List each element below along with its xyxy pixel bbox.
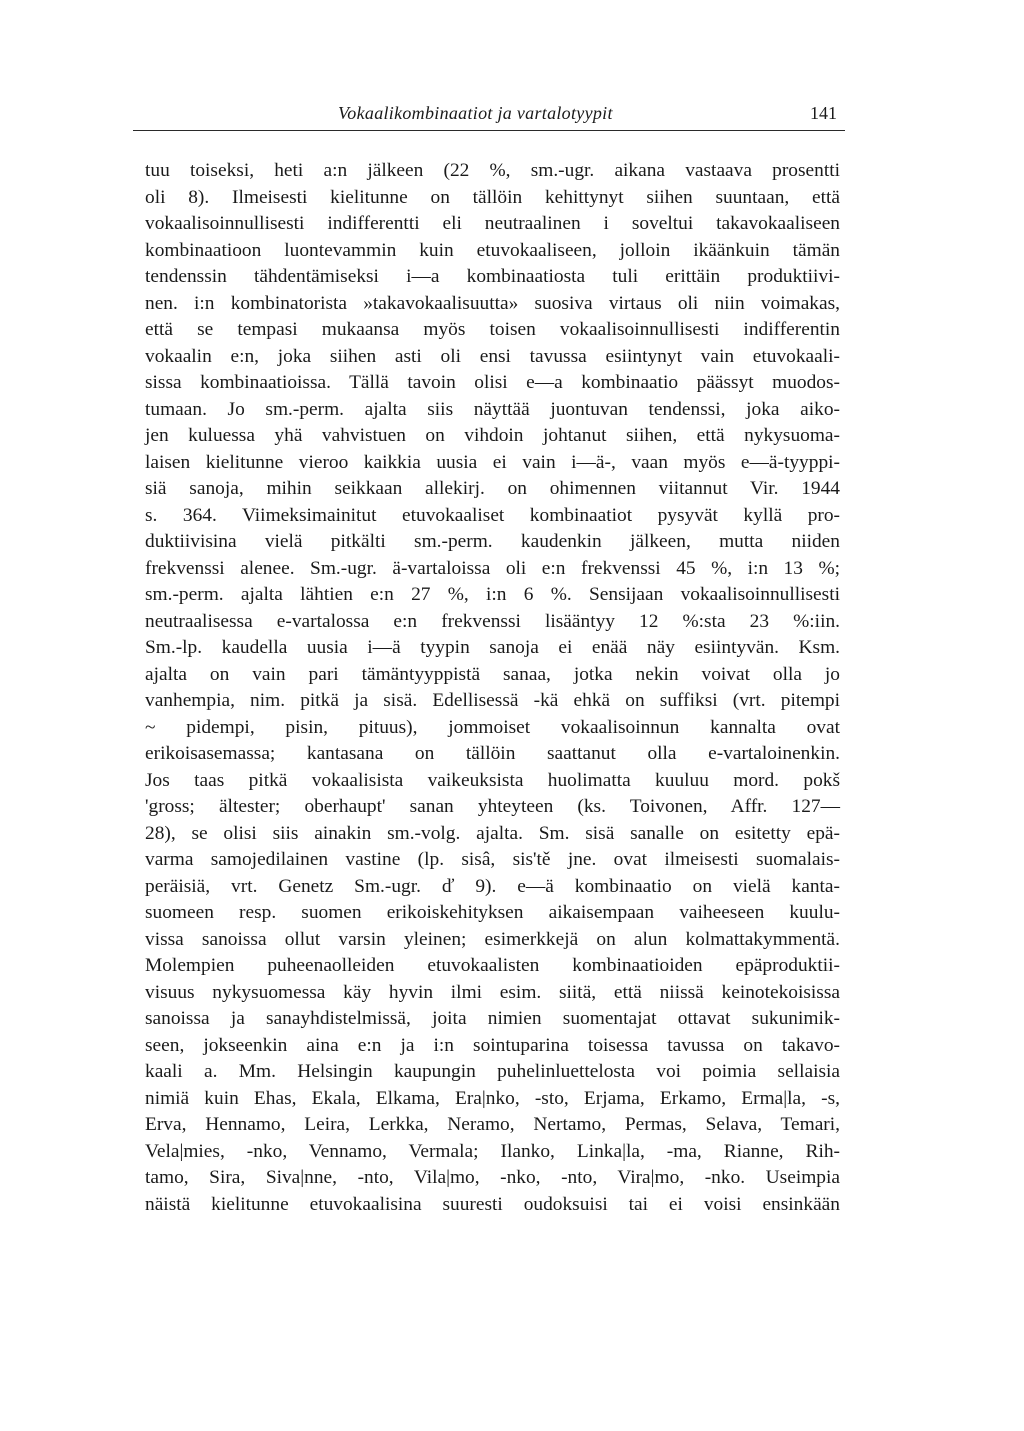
page-number: 141 <box>810 103 837 123</box>
text-line: vissa sanoissa ollut varsin yleinen; esimerkkejä on alun kolmattakymmentä. <box>145 928 840 950</box>
text-line: 'gross; ältester; oberhaupt' sanan yhteyteen (ks. Toivonen, Affr. 127— <box>145 796 840 817</box>
text-line: visuus nykysuomessa käy hyvin ilmi esim. siitä, että niissä keinotekoisissa <box>145 981 840 1003</box>
text-line: s. 364. Viimeksimainitut etuvokaaliset kombinaatiot pysyvät kyllä pro- <box>145 504 840 526</box>
text-line: duktiivisina vielä pitkälti sm.-perm. kaudenkin jälkeen, mutta niiden <box>145 531 840 552</box>
text-line: että se tempasi mukaansa myös toisen vokaalisoinnullisesti indifferentin <box>145 319 840 340</box>
text-line: oli 8). Ilmeisesti kielitunne on tällöin kehittynyt siihen suuntaan, että <box>145 186 840 208</box>
text-line: peräisiä, vrt. Genetz Sm.-ugr. ď 9). e—ä kombinaatio on vielä kanta- <box>145 875 840 897</box>
text-line: laisen kielitunne vieroo kaikkia uusia ei vain i—ä-, vaan myös e—ä-tyyppi- <box>145 451 840 473</box>
running-title: Vokaalikombinaatiot ja vartalotyypit <box>338 103 613 123</box>
text-line: Jos taas pitkä vokaalisista vaikeuksista huolimatta kuuluu mord. pokš <box>145 769 840 791</box>
text-line: varma samojedilainen vastine (lp. sisâ, sis'tě jne. ovat ilmeisesti suomalais- <box>145 849 840 870</box>
text-line: sissa kombinaatioissa. Tällä tavoin olisi e—a kombinaatio päässyt muodos- <box>145 372 840 393</box>
text-line: frekvenssi alenee. Sm.-ugr. ä-vartaloissa oli e:n frekvenssi 45 %, i:n 13 %; <box>145 557 840 579</box>
text-line: tendenssin tähdentämiseksi i—a kombinaatiosta tuli erittäin produktiivi- <box>145 266 840 287</box>
text-line: Vela|mies, -nko, Vennamo, Vermala; Ilanko, Linka|la, -ma, Rianne, Rih- <box>145 1140 840 1162</box>
text-line: nen. i:n kombinatorista »takavokaalisuutta» suosiva virtaus oli niin voimakas, <box>145 292 840 314</box>
text-line: vokaalisoinnullisesti indifferentti eli neutraalinen i soveltui takavokaaliseen <box>145 213 840 234</box>
text-line: sanoissa ja sanayhdistelmissä, joita nimien suomentajat ottavat sukunimik- <box>145 1008 840 1029</box>
text-line: erikoisasemassa; kantasana on tällöin saattanut olla e-vartaloinenkin. <box>145 743 840 764</box>
text-line: näistä kielitunne etuvokaalisina suuresti oudoksuisi tai ei voisi ensinkään <box>145 1193 840 1215</box>
text-line: kaali a. Mm. Helsingin kaupungin puhelinluettelosta voi poimia sellaisia <box>145 1061 840 1082</box>
body-text <box>145 158 840 1218</box>
text-line: vokaalin e:n, joka siihen asti oli ensi tavussa esiintynyt vain etuvokaali- <box>145 345 840 367</box>
text-line: 28), se olisi siis ainakin sm.-volg. ajalta. Sm. sisä sanalle on esitetty epä- <box>145 822 840 844</box>
text-line: Erva, Hennamo, Leira, Lerkka, Neramo, Nertamo, Permas, Selava, Temari, <box>145 1114 840 1135</box>
text-line: sm.-perm. ajalta lähtien e:n 27 %, i:n 6 %. Sensijaan vokaalisoinnullisesti <box>145 584 840 605</box>
text-line: nimiä kuin Ehas, Ekala, Elkama, Era|nko, -sto, Erjama, Erkamo, Erma|la, -s, <box>145 1087 840 1109</box>
text-line: neutraalisessa e-vartalossa e:n frekvenssi lisääntyy 12 %:sta 23 %:iin. <box>145 610 840 632</box>
text-line: jen kuluessa yhä vahvistuen on vihdoin johtanut siihen, että nykysuoma- <box>145 425 840 446</box>
text-line: tumaan. Jo sm.-perm. ajalta siis näyttää juontuvan tendenssi, joka aiko- <box>145 398 840 420</box>
text-line: siä sanoja, mihin seikkaan allekirj. on ohimennen viitannut Vir. 1944 <box>145 478 840 499</box>
text-line: vanhempia, nim. pitkä ja sisä. Edellisessä -kä ehkä on suffiksi (vrt. pitempi <box>145 690 840 711</box>
running-header <box>133 100 845 131</box>
text-line: suomeen resp. suomen erikoiskehityksen aikaisempaan vaiheeseen kuulu- <box>145 902 840 923</box>
text-line: Molempien puheenaolleiden etuvokaalisten kombinaatioiden epäproduktii- <box>145 955 840 976</box>
text-line: Sm.-lp. kaudella uusia i—ä tyypin sanoja ei enää näy esiintyvän. Ksm. <box>145 637 840 658</box>
text-line: ajalta on vain pari tämäntyyppistä sanaa, jotka nekin voivat olla jo <box>145 663 840 685</box>
text-line: tamo, Sira, Siva|nne, -nto, Vila|mo, -nko, -nto, Vira|mo, -nko. Useimpia <box>145 1167 840 1188</box>
text-line: kombinaatioon luontevammin kuin etuvokaaliseen, jolloin ikäänkuin tämän <box>145 239 840 261</box>
text-line: tuu toiseksi, heti a:n jälkeen (22 %, sm.-ugr. aikana vastaava prosentti <box>145 160 840 181</box>
text-line: seen, jokseenkin aina e:n ja i:n sointuparina toisessa tavussa on takavo- <box>145 1034 840 1056</box>
text-line: ~ pidempi, pisin, pituus), jommoiset vokaalisoinnun kannalta ovat <box>145 716 840 738</box>
